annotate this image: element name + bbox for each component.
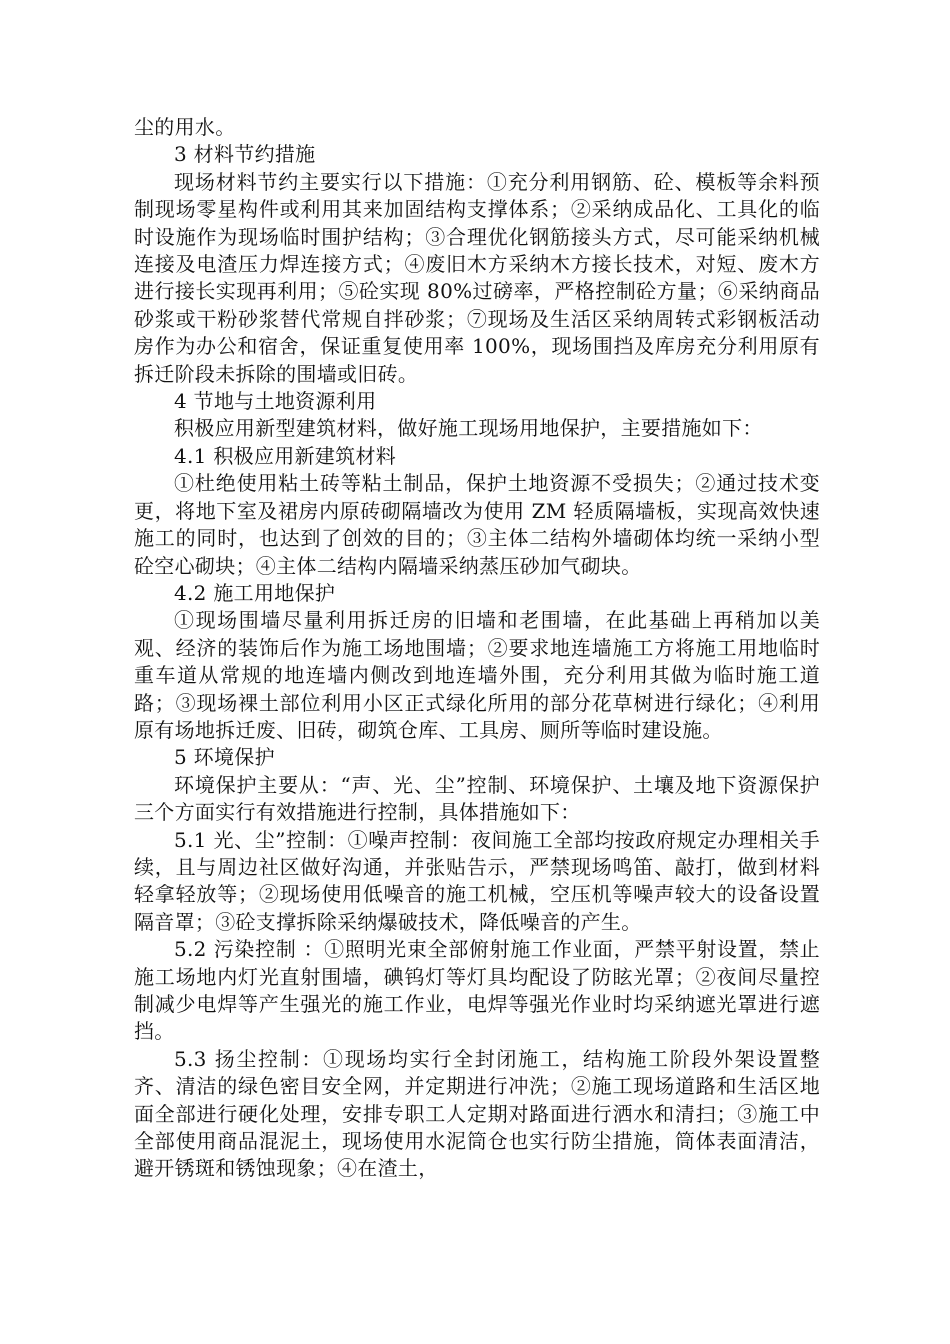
- paragraph-continued: 尘的用水。: [134, 115, 236, 139]
- paragraph-dust-control: 5.3 扬尘控制：①现场均实行全封闭施工，结构施工阶段外架设置整齐、清洁的绿色密目安全网，并定期进行冲洗；②施工现场道路和生活区地面全部进行硬化处理，安排专职工人定期对路面进行洒水和清扫；③施工中全部使用商品混泥土，现场使用水泥筒仓也实行防尘措施，筒体表面清洁，避开锈斑和锈蚀现象；④在渣土，: [134, 1046, 820, 1181]
- paragraph-environment-intro: 环境保护主要从：“声、光、尘”控制、环境保护、土壤及地下资源保护三个方面实行有效措施进行控制，具体措施如下：: [134, 772, 820, 825]
- paragraph-land-intro: 积极应用新型建筑材料，做好施工现场用地保护，主要措施如下：: [174, 416, 763, 441]
- section-heading-3: 3 材料节约措施: [174, 142, 316, 167]
- paragraph-new-materials: ①杜绝使用粘土砖等粘土制品，保护土地资源不受损失；②通过技术变更，将地下室及裙房内原砖砌隔墙改为使用 ZM 轻质隔墙板，实现高效快速施工的同时，也达到了创效的目的；③主体二结构外墙砌体均统一采纳小型砼空心砌块；④主体二结构内隔墙采纳蒸压砂加气砌块。: [134, 471, 820, 578]
- paragraph-light-pollution: 5.2 污染控制 ：①照明光束全部俯射施工作业面，严禁平射设置，禁止施工场地内灯光直射围墙，碘钨灯等灯具均配设了防眩光罩；②夜间尽量控制减少电焊等产生强光的施工作业，电焊等强光作业时均采纳遮光罩进行遮挡。: [134, 937, 820, 1044]
- paragraph-material-saving: 现场材料节约主要实行以下措施：①充分利用钢筋、砼、模板等余料预制现场零星构件或利用其来加固结构支撑体系；②采纳成品化、工具化的临时设施作为现场临时围护结构；③合理优化钢筋接头方式，尽可能采纳机械连接及电渣压力焊连接方式；④废旧木方采纳木方接长技术，对短、废木方进行接长实现再利用；⑤砼实现 80%过磅率，严格控制砼方量；⑥采纳商品砂浆或干粉砂浆替代常规自拌砂浆；⑦现场及生活区采纳周转式彩钢板活动房作为办公和宿舍，保证重复使用率 100%，现场围挡及库房充分利用原有拆迁阶段未拆除的围墙或旧砖。: [134, 169, 820, 386]
- paragraph-noise-control: 5.1 光、尘”控制：①噪声控制：夜间施工全部均按政府规定办理相关手续，且与周边社区做好沟通，并张贴告示，严禁现场鸣笛、敲打，做到材料轻拿轻放等；②现场使用低噪音的施工机械，空压机等噪声较大的设备设置隔音罩；③砼支撑拆除采纳爆破技术，降低噪音的产生。: [134, 827, 820, 934]
- section-heading-4-2: 4.2 施工用地保护: [174, 580, 336, 605]
- section-heading-5: 5 环境保护: [174, 745, 275, 770]
- paragraph-land-protection: ①现场围墙尽量利用拆迁房的旧墙和老围墙，在此基础上再稍加以美观、经济的装饰后作为施工场地围墙；②要求地连墙施工方将施工用地临时重车道从常规的地连墙内侧改到地连墙外围，充分利用其做为临时施工道路；③现场裸土部位利用小区正式绿化所用的部分花草树进行绿化；④利用原有场地拆迁废、旧砖，砌筑仓库、工具房、厕所等临时建设施。: [134, 608, 820, 742]
- section-heading-4-1: 4.1 积极应用新建筑材料: [174, 443, 397, 468]
- document-page: [134, 114, 820, 1183]
- section-heading-4: 4 节地与土地资源利用: [174, 389, 377, 414]
